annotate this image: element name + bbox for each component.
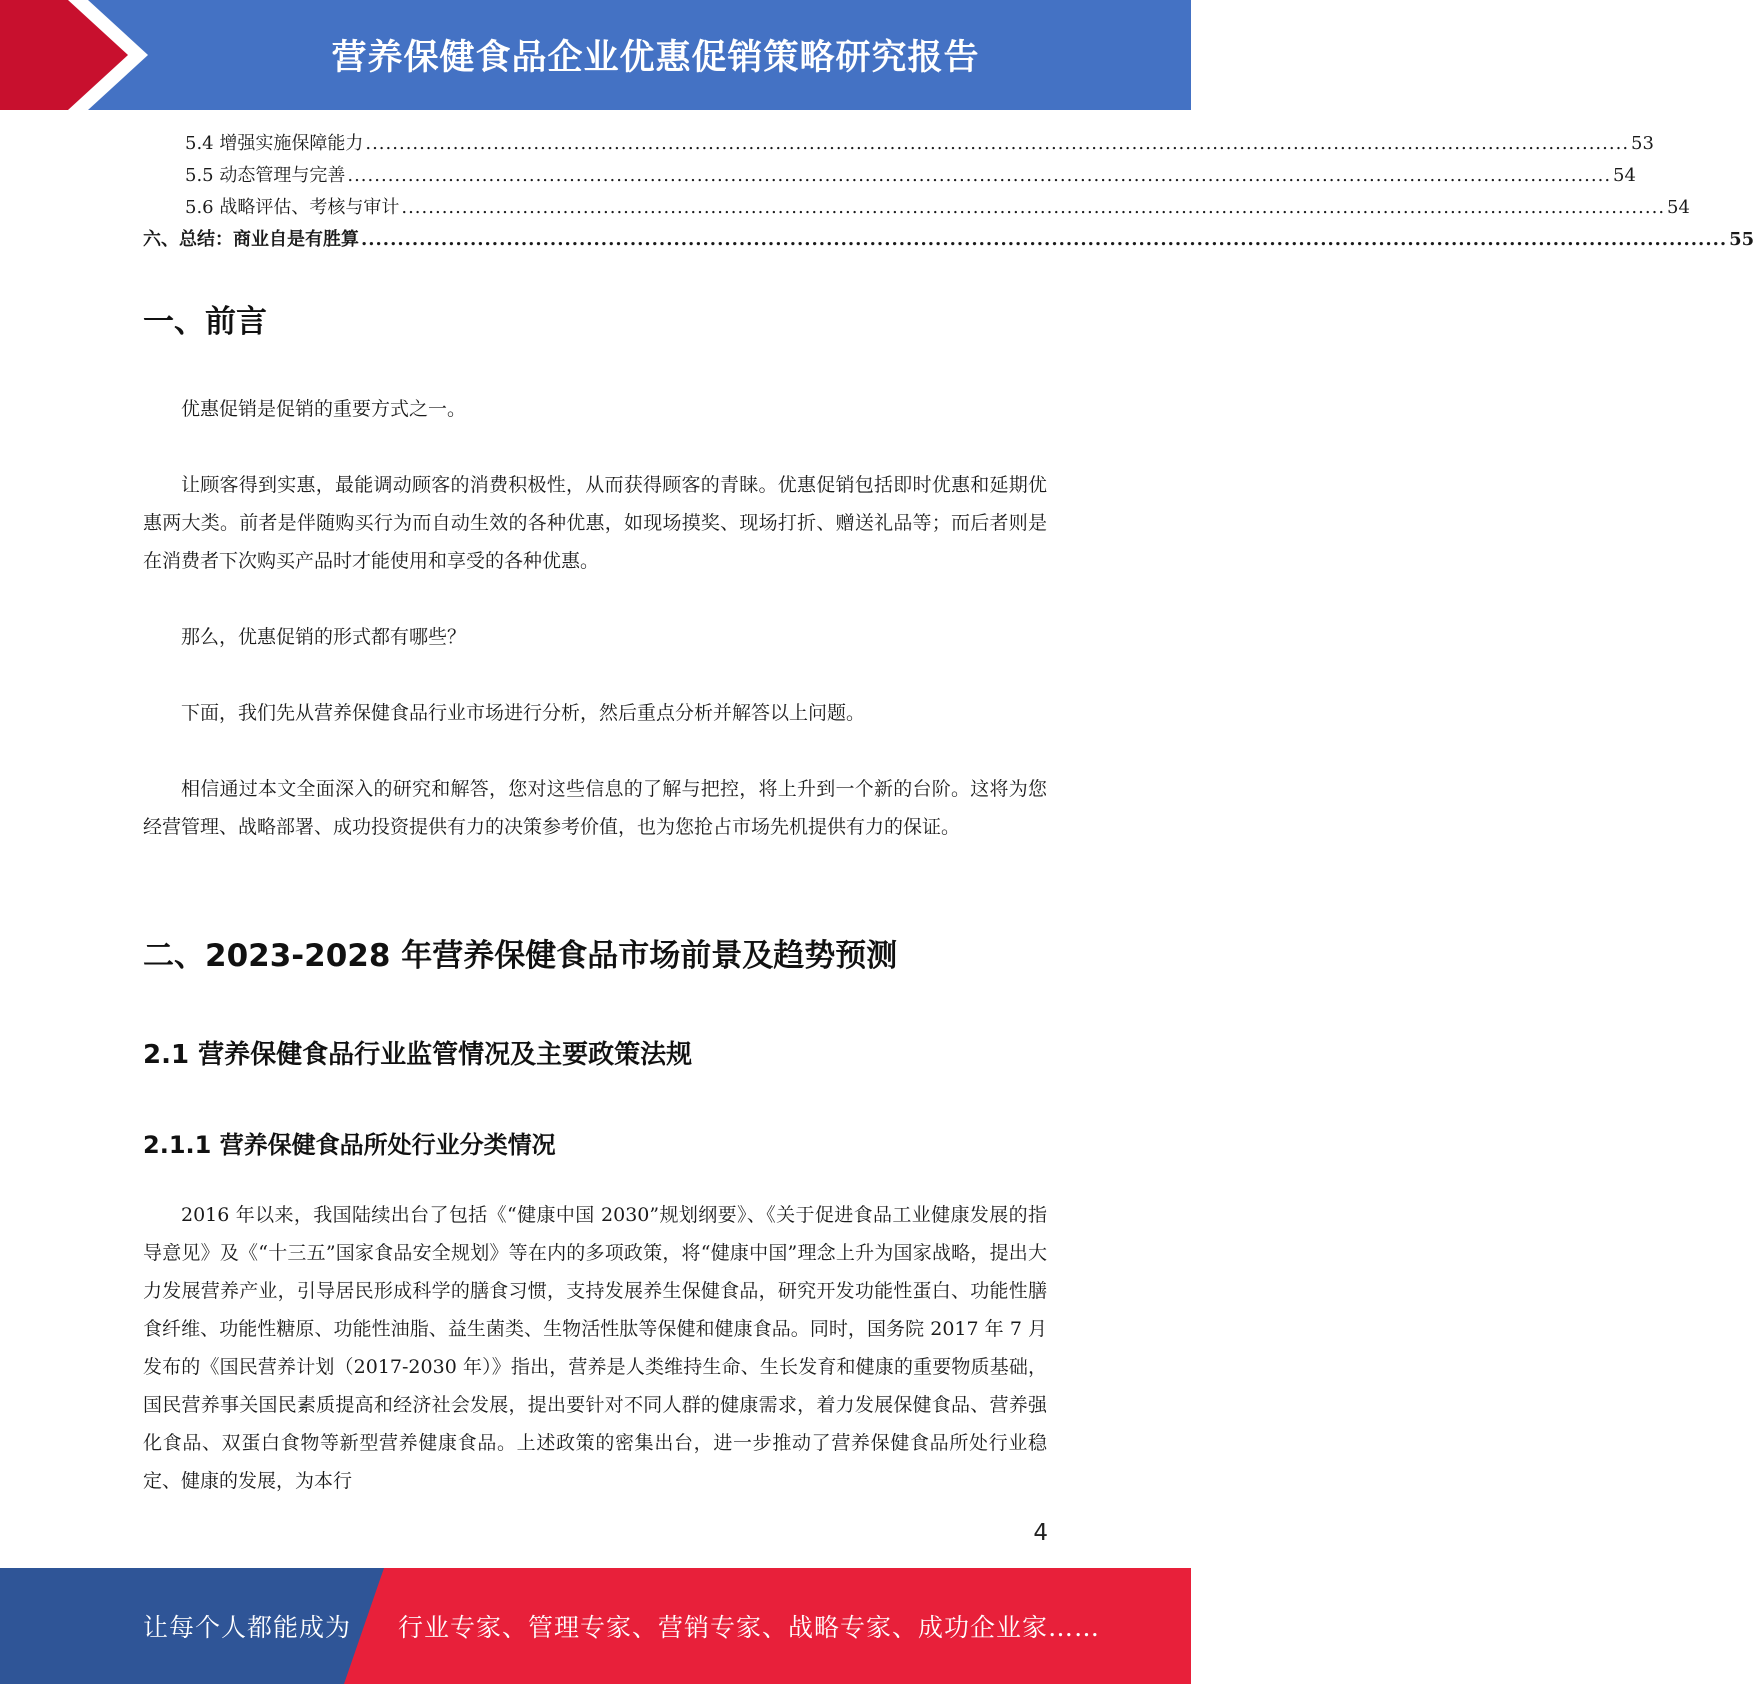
preface-paragraph: 相信通过本文全面深入的研究和解答，您对这些信息的了解与把控，将上升到一个新的台阶。这将为您经营管理、战略部署、成功投资提供有力的决策参考价值，也为您抢占市场先机提供有力的保证。	[143, 778, 1047, 838]
toc-entry[interactable]	[143, 192, 1690, 224]
toc-entry[interactable]	[143, 160, 1636, 192]
toc-entry-title: 六、总结：商业自是有胜算	[143, 229, 359, 250]
footer-slogan-right: 行业专家、管理专家、营销专家、战略专家、成功企业家……	[398, 1613, 1101, 1642]
toc-entry-title: 5.5 动态管理与完善	[185, 165, 346, 186]
preface-paragraph: 优惠促销是促销的重要方式之一。	[181, 398, 467, 420]
footer-slogan-left: 让每个人都能成为	[143, 1613, 352, 1642]
table-of-contents	[143, 128, 1754, 256]
toc-entry[interactable]	[143, 128, 1654, 160]
toc-entry-page: 55	[1729, 229, 1754, 250]
preface-paragraph: 那么，优惠促销的形式都有哪些？	[181, 626, 467, 648]
page-footer	[0, 1568, 1191, 1684]
preface-heading: 一、前言	[143, 304, 267, 340]
toc-leader: ............................................................................................................................................................................................	[401, 197, 1666, 218]
page-number: 4	[1033, 1520, 1048, 1546]
toc-entry-title: 5.4 增强实施保障能力	[185, 133, 364, 154]
section-2-1-1-heading: 2.1.1 营养保健食品所处行业分类情况	[143, 1131, 556, 1159]
toc-leader: ............................................................................................................................................................................................	[365, 133, 1630, 154]
toc-entry-title: 5.6 战略评估、考核与审计	[185, 197, 400, 218]
toc-entry-page: 54	[1613, 165, 1636, 186]
section-2-1-heading: 2.1 营养保健食品行业监管情况及主要政策法规	[143, 1040, 693, 1070]
page-header	[0, 0, 1191, 110]
preface-paragraph: 让顾客得到实惠，最能调动顾客的消费积极性，从而获得顾客的青睐。优惠促销包括即时优惠和延期优惠两大类。前者是伴随购买行为而自动生效的各种优惠，如现场摸奖、现场打折、赠送礼品等；而后者则是在消费者下次购买产品时才能使用和享受的各种优惠。	[143, 474, 1047, 572]
toc-leader: ............................................................................................................................................................................................	[347, 165, 1612, 186]
toc-entry-page: 53	[1631, 133, 1654, 154]
toc-entry[interactable]	[143, 224, 1754, 256]
preface-paragraph: 下面，我们先从营养保健食品行业市场进行分析，然后重点分析并解答以上问题。	[181, 702, 866, 724]
report-title: 营养保健食品企业优惠促销策略研究报告	[331, 38, 980, 78]
toc-leader: ............................................................................................................................................................................................	[361, 229, 1728, 250]
chapter-2-heading: 二、2023-2028 年营养保健食品市场前景及趋势预测	[143, 938, 898, 974]
toc-entry-page: 54	[1667, 197, 1690, 218]
section-2-1-1-paragraph: 2016 年以来，我国陆续出台了包括《“健康中国 2030”规划纲要》、《关于促进食品工业健康发展的指导意见》及《“十三五”国家食品安全规划》等在内的多项政策，将“健康中国”理念上升为国家战略，提出大力发展营养产业，引导居民形成科学的膳食习惯，支持发展养生保健食品，研究开发功能性蛋白、功能性膳食纤维、功能性糖原、功能性油脂、益生菌类、生物活性肽等保健和健康食品。同时，国务院 2017 年 7 月发布的《国民营养计划（2017-2030 年）》指出，营养是人类维持生命、生长发育和健康的重要物质基础，国民营养事关国民素质提高和经济社会发展，提出要针对不同人群的健康需求，着力发展保健食品、营养强化食品、双蛋白食物等新型营养健康食品。上述政策的密集出台，进一步推动了营养保健食品所处行业稳定、健康的发展，为本行	[143, 1204, 1047, 1492]
